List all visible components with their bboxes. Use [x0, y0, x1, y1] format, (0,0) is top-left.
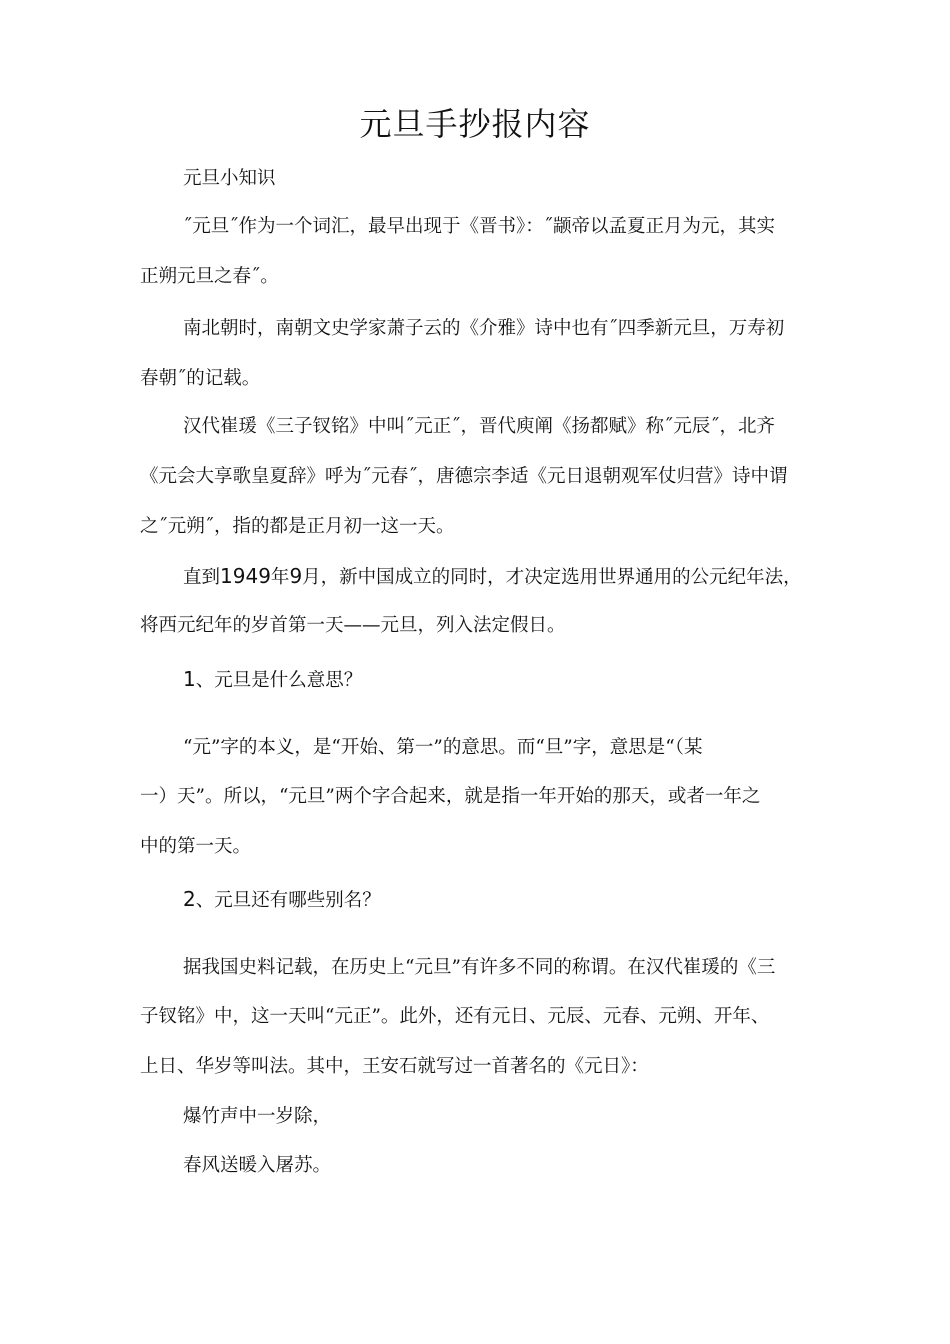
answer-2-line-3: 上日、华岁等叫法。其中，王安石就写过一首著名的《元日》： — [140, 1056, 649, 1077]
paragraph-1-line-1: ˝元旦˝作为一个词汇，最早出现于《晋书》：˝颛帝以孟夏正月为元，其实 — [183, 216, 776, 237]
question-1 — [183, 666, 883, 694]
section-heading: 元旦小知识 — [183, 168, 276, 189]
paragraph-4-line-1 — [183, 563, 883, 591]
document-title: 元旦手抄报内容 — [359, 105, 591, 143]
paragraph-4-line-2: 将西元纪年的岁首第一天——元旦，列入法定假日。 — [140, 615, 566, 636]
answer-1-line-1: “元”字的本义，是“开始、第一”的意思。而“旦”字，意思是“（某 — [183, 737, 703, 758]
answer-2-line-1: 据我国史料记载，在历史上“元旦”有许多不同的称谓。在汉代崔瑗的《三 — [183, 957, 776, 978]
paragraph-2-line-2: 春朝˝的记载。 — [140, 368, 261, 389]
paragraph-3-line-3: 之˝元朔˝，指的都是正月初一这一天。 — [140, 516, 455, 537]
paragraph-1-line-2: 正朔元旦之春˝。 — [140, 266, 279, 287]
question-1-number: 1 — [183, 667, 196, 691]
paragraph-2-line-1: 南北朝时，南朝文史学家萧子云的《介雅》诗中也有˝四季新元旦，万寿初 — [183, 318, 785, 339]
paragraph-3-line-2: 《元会大享歌皇夏辞》呼为˝元春˝，唐德宗李适《元日退朝观军仗归营》诗中谓 — [140, 466, 788, 487]
paragraph-4-year-unit: 年 — [270, 567, 290, 588]
poem-line-1: 爆竹声中一岁除， — [183, 1106, 332, 1127]
question-1-text: 、元旦是什么意思？ — [195, 670, 363, 691]
year-number: 1949 — [220, 564, 271, 588]
month-number: 9 — [289, 564, 303, 588]
question-2-text: 、元旦还有哪些别名？ — [195, 890, 381, 911]
paragraph-3-line-1: 汉代崔瑗《三子钗铭》中叫˝元正˝，晋代庾阐《扬都赋》称˝元辰˝，北齐 — [183, 416, 776, 437]
question-2 — [183, 886, 883, 914]
answer-1-line-3: 中的第一天。 — [140, 836, 252, 857]
poem-line-2: 春风送暖入屠苏。 — [183, 1155, 332, 1176]
paragraph-4-prefix: 直到 — [183, 567, 221, 588]
paragraph-4-suffix: 月，新中国成立的同时，才决定选用世界通用的公元纪年法， — [302, 567, 802, 588]
answer-2-line-2: 子钗铭》中，这一天叫“元正”。此外，还有元日、元辰、元春、元朔、开年、 — [140, 1006, 770, 1027]
answer-1-line-2: 一）天”。所以，“元旦”两个字合起来，就是指一年开始的那天，或者一年之 — [140, 786, 761, 807]
question-2-number: 2 — [183, 887, 196, 911]
